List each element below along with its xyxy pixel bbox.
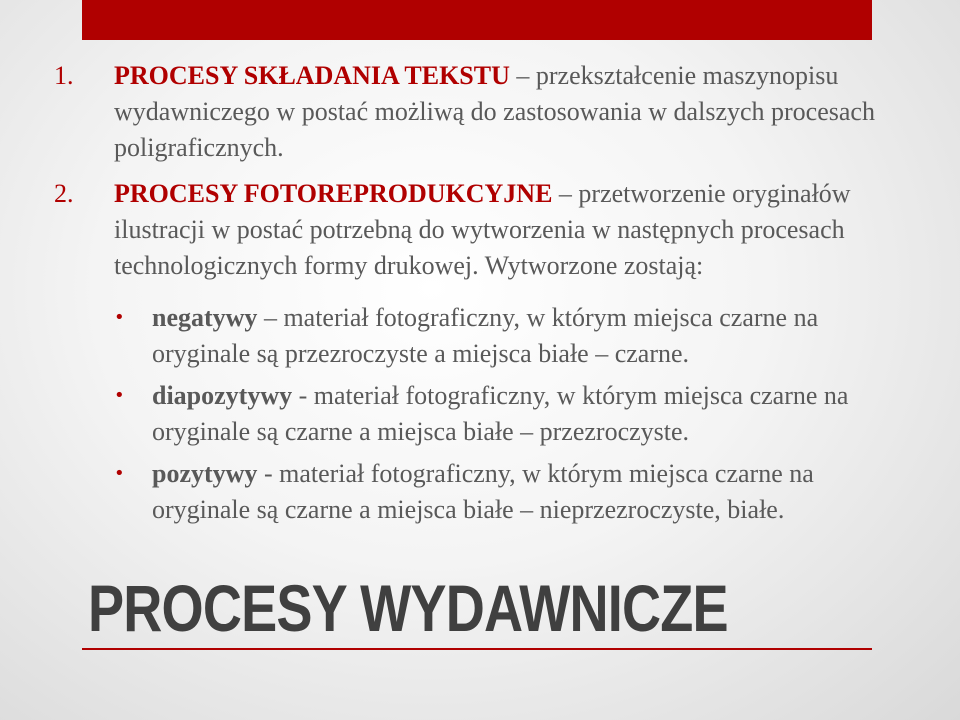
- bullet-dot-icon: •: [114, 307, 125, 328]
- item-number: 2.: [54, 179, 74, 208]
- bullet-dot-icon: •: [114, 385, 125, 406]
- bullet-item-pozytywy: [114, 456, 914, 528]
- bullet-term: pozytywy: [152, 459, 258, 488]
- slide-title: PROCESY WYDAWNICZE: [88, 571, 728, 645]
- item-heading: PROCESY FOTOREPRODUKCYJNE: [114, 179, 553, 208]
- bullet-term: negatywy: [152, 303, 258, 332]
- top-accent-bar: [82, 0, 872, 40]
- item-text: – przekształcenie maszynopisu wydawniczego w postać możliwą do zastosowania w dalszych procesach poligraficznych.: [114, 61, 875, 162]
- bullet-term: diapozytywy: [152, 381, 293, 410]
- bullet-text: - materiał fotograficzny, w którym miejsca czarne na oryginale są czarne a miejsca białe – przezroczyste.: [152, 381, 849, 446]
- slide-content: [54, 58, 914, 534]
- item-heading: PROCESY SKŁADANIA TEKSTU: [114, 61, 510, 90]
- bullet-item-diapozytywy: [114, 378, 914, 450]
- title-underline-rule: [82, 648, 872, 650]
- bullet-list: [54, 300, 914, 528]
- item-text: – przetworzenie oryginałów ilustracji w postać potrzebną do wytworzenia w następnych procesach technologicznych formy drukowej. Wytworzone zostają:: [114, 179, 851, 280]
- bullet-text: – materiał fotograficzny, w którym miejsca czarne na oryginale są przezroczyste a miejsca białe – czarne.: [152, 303, 819, 368]
- numbered-item-1: [54, 58, 914, 166]
- item-number: 1.: [54, 61, 74, 90]
- bullet-dot-icon: •: [114, 463, 125, 484]
- numbered-item-2: [54, 176, 914, 284]
- bullet-text: - materiał fotograficzny, w którym miejsca czarne na oryginale są czarne a miejsca białe – nieprzezroczyste, białe.: [152, 459, 814, 524]
- bullet-item-negatywy: [114, 300, 914, 372]
